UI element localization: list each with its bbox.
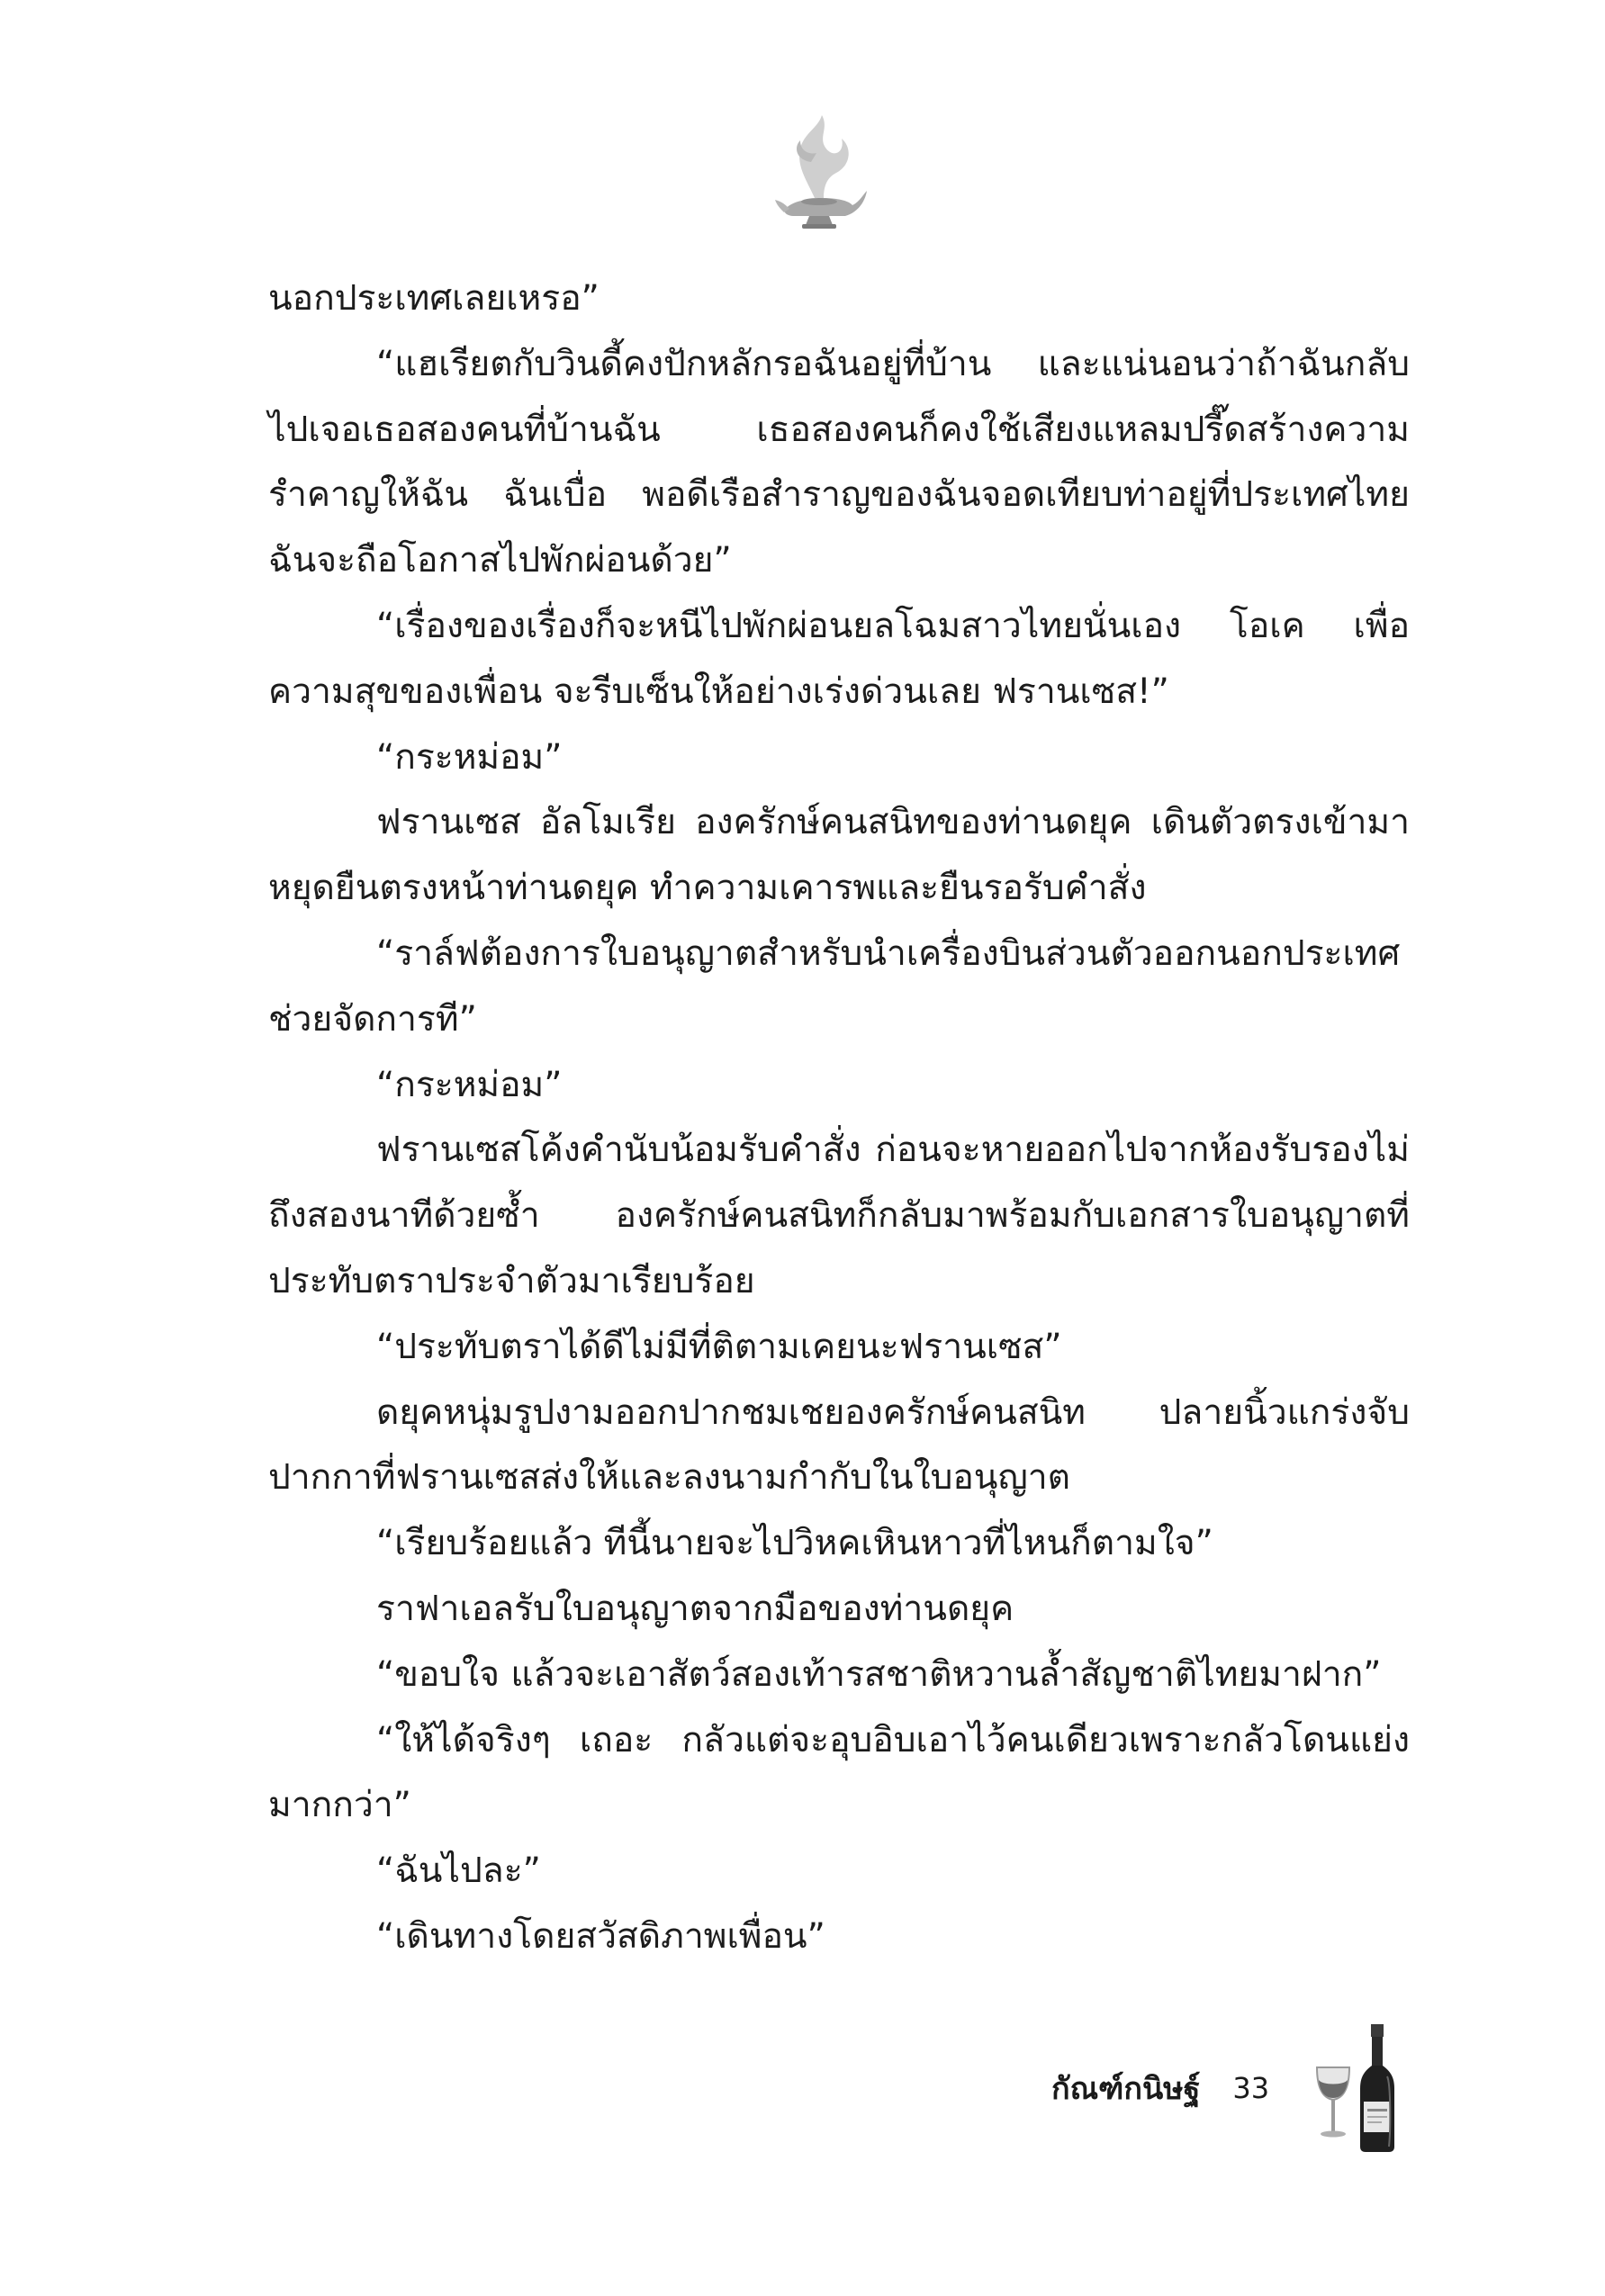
paragraph: “ฉันไปละ” — [376, 1850, 541, 1892]
paragraph: ดยุคหนุ่มรูปงามออกปากชมเชยองครักษ์คนสนิท ปลายนิ้วแกร่งจับปากกาที่ฟรานเซสส่งให้และลงนามกำกับในใบอนุญาต — [268, 1391, 1410, 1499]
page-footer — [1051, 2061, 1269, 2115]
wine-glass-bottle-icon — [1310, 2021, 1409, 2156]
paragraph: “ราล์ฟต้องการใบอนุญาตสำหรับนำเครื่องบินส่วนตัวออกนอกประเทศช่วยจัดการที” — [268, 932, 1401, 1040]
paragraph: นอกประเทศเลยเหรอ” — [268, 278, 600, 319]
paragraph: “ขอบใจ แล้วจะเอาสัตว์สองเท้ารสชาติหวานล้ำสัญชาติไทยมาฝาก” — [376, 1653, 1382, 1695]
paragraph: ฟรานเซสโค้งคำนับน้อมรับคำสั่ง ก่อนจะหายออกไปจากห้องรับรองไม่ถึงสองนาทีด้วยซ้ำ องครักษ์คนสนิทก็กลับมาพร้อมกับเอกสารใบอนุญาตที่ประทับตราประจำตัวมาเรียบร้อย — [268, 1130, 1410, 1301]
page-number: 33 — [1232, 2071, 1270, 2105]
author-name: กัณฑ์กนิษฐ์ — [1051, 2071, 1201, 2107]
chapter-text — [268, 266, 1410, 1970]
paragraph: “เดินทางโดยสวัสดิภาพเพื่อน” — [376, 1915, 825, 1957]
paragraph: “ให้ได้จริงๆ เถอะ กลัวแต่จะอุบอิบเอาไว้คนเดียวเพราะกลัวโดนแย่งมากกว่า” — [268, 1719, 1410, 1826]
genie-lamp-icon — [770, 108, 869, 230]
paragraph: ราฟาเอลรับใบอนุญาตจากมือของท่านดยุค — [376, 1588, 1014, 1629]
paragraph: “กระหม่อม” — [376, 1064, 563, 1105]
paragraph: “เรื่องของเรื่องก็จะหนีไปพักผ่อนยลโฉมสาวไทยนั่นเอง โอเค เพื่อความสุขของเพื่อน จะรีบเซ็นให้อย่างเร่งด่วนเลย ฟรานเซส!” — [268, 605, 1410, 712]
paragraph: “กระหม่อม” — [376, 736, 563, 778]
paragraph: “เรียบร้อยแล้ว ทีนี้นายจะไปวิหคเหินหาวที่ไหนก็ตามใจ” — [376, 1523, 1213, 1564]
paragraph: “ประทับตราได้ดีไม่มีที่ติตามเคยนะฟรานเซส” — [376, 1326, 1062, 1367]
paragraph: ฟรานเซส อัลโมเรีย องครักษ์คนสนิทของท่านดยุค เดินตัวตรงเข้ามาหยุดยืนตรงหน้าท่านดยุค ทำความเคารพและยืนรอรับคำสั่ง — [268, 802, 1410, 909]
paragraph: “แฮเรียตกับวินดี้คงปักหลักรอฉันอยู่ที่บ้าน และแน่นอนว่าถ้าฉันกลับไปเจอเธอสองคนที่บ้านฉัน เธอสองคนก็คงใช้เสียงแหลมปรี๊ดสร้างความรำคาญให้ฉัน ฉันเบื่อ พอดีเรือสำราญของฉันจอดเทียบท่าอยู่ที่ประเทศไทย ฉันจะถือโอกาสไปพักผ่อนด้วย” — [268, 343, 1410, 581]
